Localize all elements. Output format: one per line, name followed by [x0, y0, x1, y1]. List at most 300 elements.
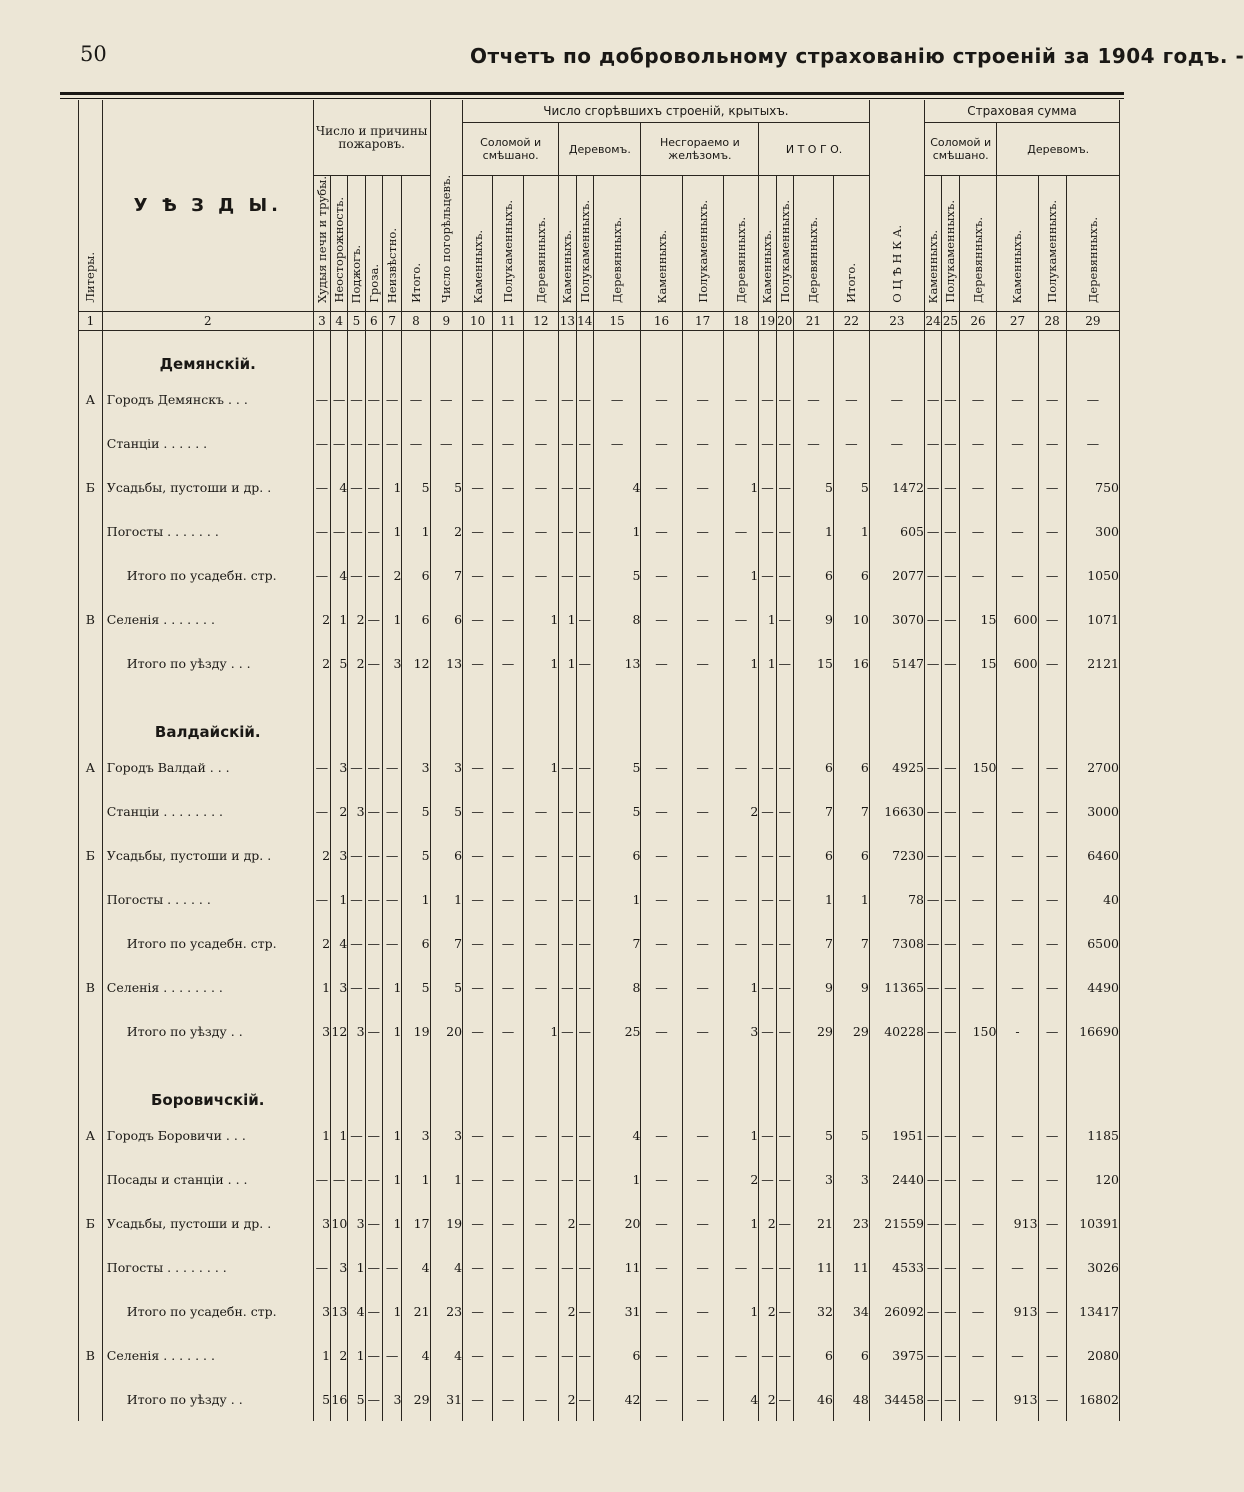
table-cell: — [959, 965, 997, 1009]
table-cell: — [776, 377, 793, 421]
table-cell: — [942, 745, 959, 789]
col-number: 26 [959, 312, 997, 331]
row-name: Усадьбы, пустоши и др. . [102, 1201, 313, 1245]
col-number: 17 [682, 312, 723, 331]
table-cell: — [759, 965, 776, 1009]
table-row [79, 789, 1120, 833]
sub-straw2-header: Соломой и смѣшано. [924, 123, 996, 176]
table-cell: 1050 [1066, 553, 1119, 597]
table-cell: — [365, 1377, 382, 1421]
table-cell: 5 [593, 553, 641, 597]
table-cell: — [924, 877, 941, 921]
table-cell: 1 [523, 745, 559, 789]
table-cell: 1 [382, 965, 401, 1009]
table-cell: 913 [997, 1377, 1038, 1421]
table-cell: — [997, 465, 1038, 509]
table-cell: — [924, 965, 941, 1009]
table-cell: — [924, 789, 941, 833]
table-cell: — [523, 1245, 559, 1289]
row-name: Селенія . . . . . . . [102, 597, 313, 641]
table-cell: — [776, 833, 793, 877]
table-cell: 23 [430, 1289, 462, 1333]
table-cell: — [313, 877, 330, 921]
col-insured-header: Полукаменныхъ. [1038, 176, 1066, 312]
row-name: Погосты . . . . . . . . [102, 1245, 313, 1289]
table-cell: — [576, 465, 593, 509]
table-cell: — [942, 921, 959, 965]
table-cell: — [869, 421, 924, 465]
table-cell: — [463, 641, 493, 685]
table-cell: 6500 [1066, 921, 1119, 965]
row-name: Станціи . . . . . . . . [102, 789, 313, 833]
table-cell: — [463, 1009, 493, 1053]
table-cell: — [382, 921, 401, 965]
col-number: 1 [79, 312, 103, 331]
table-cell: — [576, 641, 593, 685]
table-cell: — [959, 1377, 997, 1421]
row-litera: В [79, 1333, 103, 1377]
table-cell: — [463, 1333, 493, 1377]
table-cell: 3 [793, 1157, 833, 1201]
table-cell: — [776, 965, 793, 1009]
table-cell: — [776, 1333, 793, 1377]
table-cell: — [523, 789, 559, 833]
table-cell: 11365 [869, 965, 924, 1009]
table-cell: 7308 [869, 921, 924, 965]
table-cell: — [576, 1377, 593, 1421]
table-cell: — [682, 921, 723, 965]
table-cell: — [759, 789, 776, 833]
row-name: Погосты . . . . . . [102, 877, 313, 921]
col-uezdy-header: У Ѣ З Д Ы. [102, 100, 313, 312]
table-cell: — [463, 1289, 493, 1333]
table-cell: — [559, 921, 576, 965]
table-cell: — [942, 1157, 959, 1201]
table-cell: 6 [593, 1333, 641, 1377]
table-cell: — [523, 1201, 559, 1245]
table-cell: — [313, 377, 330, 421]
table-cell: — [382, 1245, 401, 1289]
table-cell: — [759, 1009, 776, 1053]
table-cell: — [576, 1333, 593, 1377]
section-header-row [79, 331, 1120, 378]
table-cell: — [924, 1377, 941, 1421]
table-cell: — [523, 921, 559, 965]
col-fires-header: Худыя печи и трубы. [313, 176, 330, 312]
col-number: 6 [365, 312, 382, 331]
table-cell: — [1038, 553, 1066, 597]
table-cell: — [463, 509, 493, 553]
table-cell: — [493, 1009, 523, 1053]
table-cell: — [463, 597, 493, 641]
table-cell: — [1038, 509, 1066, 553]
table-cell: 5 [430, 789, 462, 833]
table-cell: 5 [313, 1377, 330, 1421]
table-cell: — [463, 1377, 493, 1421]
table-cell: — [1038, 789, 1066, 833]
table-row [79, 1333, 1120, 1377]
table-cell: — [641, 597, 682, 641]
col-number: 28 [1038, 312, 1066, 331]
table-cell: — [559, 745, 576, 789]
col-number: 13 [559, 312, 576, 331]
table-cell: — [759, 553, 776, 597]
table-cell: 17 [402, 1201, 430, 1245]
table-cell: — [924, 833, 941, 877]
table-cell: — [759, 1157, 776, 1201]
table-cell: 2 [348, 641, 365, 685]
table-cell: 6 [833, 553, 869, 597]
table-cell: — [942, 965, 959, 1009]
table-cell: 34458 [869, 1377, 924, 1421]
row-litera [79, 1377, 103, 1421]
table-cell: 9 [833, 965, 869, 1009]
table-cell: — [576, 833, 593, 877]
table-cell: 2 [313, 641, 330, 685]
table-cell: — [365, 921, 382, 965]
table-cell: 3 [402, 1113, 430, 1157]
table-cell: 1 [402, 1157, 430, 1201]
table-cell: — [641, 1333, 682, 1377]
table-cell: — [493, 789, 523, 833]
table-cell: — [959, 921, 997, 965]
table-cell: — [942, 789, 959, 833]
table-cell: 6 [402, 553, 430, 597]
table-cell: 4 [402, 1245, 430, 1289]
table-cell: — [997, 421, 1038, 465]
row-name: Посады и станціи . . . [102, 1157, 313, 1201]
table-cell: 11 [833, 1245, 869, 1289]
table-cell: 1 [723, 965, 759, 1009]
section-title: Боровичскій. [102, 1067, 313, 1113]
table-cell: 13417 [1066, 1289, 1119, 1333]
table-cell: — [348, 553, 365, 597]
table-cell: — [576, 1289, 593, 1333]
table-cell: 2 [759, 1377, 776, 1421]
table-cell: — [776, 921, 793, 965]
col-burnt-header: Итого. [833, 176, 869, 312]
table-cell: 48 [833, 1377, 869, 1421]
row-litera: В [79, 597, 103, 641]
table-cell: 4 [331, 465, 348, 509]
table-cell: 12 [331, 1009, 348, 1053]
table-cell: — [365, 1201, 382, 1245]
table-cell: — [576, 789, 593, 833]
table-row [79, 1113, 1120, 1157]
table-cell: 1 [331, 597, 348, 641]
table-cell: 1 [313, 1333, 330, 1377]
row-name: Усадьбы, пустоши и др. . [102, 465, 313, 509]
table-cell: — [959, 1113, 997, 1157]
table-cell: — [759, 921, 776, 965]
table-cell: — [559, 1113, 576, 1157]
table-cell: 2 [559, 1289, 576, 1333]
table-cell: — [365, 421, 382, 465]
table-cell: 6 [793, 745, 833, 789]
table-cell: — [1038, 1289, 1066, 1333]
table-cell: — [641, 1157, 682, 1201]
table-cell: — [942, 1289, 959, 1333]
table-cell: — [365, 597, 382, 641]
table-cell: 1 [430, 1157, 462, 1201]
table-cell: — [463, 833, 493, 877]
row-name: Городъ Боровичи . . . [102, 1113, 313, 1157]
table-cell: — [1038, 1113, 1066, 1157]
table-cell: 1 [348, 1245, 365, 1289]
table-cell: 4 [430, 1333, 462, 1377]
table-cell: 3 [313, 1009, 330, 1053]
table-cell: — [641, 877, 682, 921]
table-cell: 2 [331, 1333, 348, 1377]
table-cell: — [523, 1377, 559, 1421]
table-cell: 1951 [869, 1113, 924, 1157]
table-cell: 2 [313, 921, 330, 965]
table-cell: 5 [402, 833, 430, 877]
table-cell: — [523, 1289, 559, 1333]
page-number: 50 [80, 42, 107, 66]
table-cell: — [493, 877, 523, 921]
table-cell: — [493, 597, 523, 641]
table-cell: — [759, 833, 776, 877]
table-cell: — [924, 553, 941, 597]
col-litera-header: Литеры. [79, 100, 103, 312]
table-cell: — [348, 965, 365, 1009]
table-cell: — [942, 509, 959, 553]
table-row [79, 965, 1120, 1009]
table-cell: — [641, 1009, 682, 1053]
table-cell: — [793, 421, 833, 465]
table-cell: — [776, 1157, 793, 1201]
table-row [79, 1377, 1120, 1421]
table-cell: — [682, 789, 723, 833]
table-cell: — [641, 1201, 682, 1245]
table-cell: — [997, 789, 1038, 833]
table-cell: — [997, 1157, 1038, 1201]
table-cell: 3000 [1066, 789, 1119, 833]
table-cell: 600 [997, 641, 1038, 685]
col-number: 15 [593, 312, 641, 331]
table-cell: — [682, 833, 723, 877]
table-cell: 6 [430, 597, 462, 641]
table-cell: — [682, 597, 723, 641]
row-litera: А [79, 1113, 103, 1157]
table-cell: — [641, 509, 682, 553]
table-cell: — [776, 509, 793, 553]
col-number: 18 [723, 312, 759, 331]
table-cell: — [559, 789, 576, 833]
table-cell: 1 [430, 877, 462, 921]
row-litera [79, 553, 103, 597]
table-cell: — [759, 465, 776, 509]
table-cell: 913 [997, 1289, 1038, 1333]
table-cell: — [682, 377, 723, 421]
table-cell: — [959, 421, 997, 465]
table-cell: — [1038, 1157, 1066, 1201]
table-cell: — [559, 833, 576, 877]
table-cell: — [682, 1289, 723, 1333]
table-cell: — [924, 509, 941, 553]
table-cell: 13 [593, 641, 641, 685]
table-cell: 21 [793, 1201, 833, 1245]
table-cell: 4 [331, 921, 348, 965]
table-cell: — [576, 553, 593, 597]
table-cell: 605 [869, 509, 924, 553]
table-cell: — [365, 745, 382, 789]
table-cell: — [576, 1245, 593, 1289]
table-cell: — [576, 921, 593, 965]
table-cell: 2 [723, 1157, 759, 1201]
table-cell: 21 [402, 1289, 430, 1333]
col-number: 7 [382, 312, 401, 331]
table-cell: 16630 [869, 789, 924, 833]
table-cell: — [493, 421, 523, 465]
table-cell: — [1066, 421, 1119, 465]
table-cell: 1 [723, 1201, 759, 1245]
group-burnt-header: Число сгорѣвшихъ строеній, крытыхъ. [463, 100, 870, 123]
header-rule [60, 92, 1124, 95]
table-cell: — [997, 1245, 1038, 1289]
table-cell: — [365, 509, 382, 553]
table-cell: — [682, 877, 723, 921]
table-cell: — [959, 509, 997, 553]
table-cell: — [348, 833, 365, 877]
table-cell: — [523, 1113, 559, 1157]
table-cell: 5 [430, 965, 462, 1009]
table-cell: — [1038, 465, 1066, 509]
table-cell: — [463, 553, 493, 597]
table-cell: — [997, 553, 1038, 597]
table-cell: — [759, 377, 776, 421]
table-cell: 5 [348, 1377, 365, 1421]
table-cell: — [682, 1333, 723, 1377]
table-cell: — [641, 833, 682, 877]
table-cell: — [576, 1009, 593, 1053]
row-litera: А [79, 745, 103, 789]
table-cell: 23 [833, 1201, 869, 1245]
section-header-row [79, 1067, 1120, 1113]
table-cell: — [833, 421, 869, 465]
col-burnt-header: Деревянныхъ. [723, 176, 759, 312]
row-litera [79, 509, 103, 553]
table-cell: — [463, 745, 493, 789]
row-name: Селенія . . . . . . . . [102, 965, 313, 1009]
table-cell: — [348, 1157, 365, 1201]
table-cell: 1 [382, 465, 401, 509]
row-name: Итого по уѣзду . . . [102, 641, 313, 685]
table-cell: 1 [559, 597, 576, 641]
table-cell: — [593, 421, 641, 465]
table-cell: — [723, 377, 759, 421]
table-cell: 29 [833, 1009, 869, 1053]
table-cell: — [1038, 1333, 1066, 1377]
table-cell: — [593, 377, 641, 421]
table-cell: — [493, 1157, 523, 1201]
table-cell: — [959, 377, 997, 421]
table-row [79, 509, 1120, 553]
row-name: Погосты . . . . . . . [102, 509, 313, 553]
table-cell: 6 [833, 745, 869, 789]
section-gap [79, 685, 1120, 699]
table-cell: — [365, 1333, 382, 1377]
table-cell: 7230 [869, 833, 924, 877]
table-cell: — [576, 965, 593, 1009]
table-cell: — [559, 553, 576, 597]
table-cell: — [942, 641, 959, 685]
section-header-row [79, 699, 1120, 745]
table-cell: 15 [793, 641, 833, 685]
table-cell: — [959, 465, 997, 509]
table-cell: — [523, 509, 559, 553]
table-cell: — [833, 377, 869, 421]
table-cell: 150 [959, 745, 997, 789]
table-row [79, 1245, 1120, 1289]
table-cell: 1 [382, 1201, 401, 1245]
table-cell: — [942, 1245, 959, 1289]
table-cell: 1 [523, 1009, 559, 1053]
table-cell: 2440 [869, 1157, 924, 1201]
table-cell: 10 [331, 1201, 348, 1245]
row-name: Усадьбы, пустоши и др. . [102, 833, 313, 877]
table-cell: — [402, 377, 430, 421]
table-cell: — [759, 1113, 776, 1157]
table-cell: 913 [997, 1201, 1038, 1245]
table-cell: — [523, 965, 559, 1009]
col-burnt-header: Деревянныхъ. [793, 176, 833, 312]
col-number: 27 [997, 312, 1038, 331]
table-cell: — [942, 1333, 959, 1377]
table-cell: — [313, 509, 330, 553]
table-cell: — [365, 965, 382, 1009]
insurance-table [78, 100, 1120, 1421]
col-burnt-header: Каменныхъ. [463, 176, 493, 312]
table-cell: — [959, 789, 997, 833]
table-cell: 6 [833, 1333, 869, 1377]
table-cell: 7 [793, 789, 833, 833]
table-cell: — [576, 377, 593, 421]
table-cell: — [924, 921, 941, 965]
table-cell: — [959, 877, 997, 921]
table-cell: 2 [430, 509, 462, 553]
table-cell: — [576, 877, 593, 921]
table-cell: — [776, 789, 793, 833]
table-cell: 3 [723, 1009, 759, 1053]
table-cell: — [759, 509, 776, 553]
table-cell: 5 [593, 745, 641, 789]
table-cell: 4533 [869, 1245, 924, 1289]
table-row [79, 465, 1120, 509]
table-cell: 8 [593, 965, 641, 1009]
table-cell: — [1038, 377, 1066, 421]
table-cell: — [641, 377, 682, 421]
table-cell: 150 [959, 1009, 997, 1053]
table-cell: 120 [1066, 1157, 1119, 1201]
table-cell: — [942, 877, 959, 921]
table-cell: 2077 [869, 553, 924, 597]
table-cell: 5 [402, 789, 430, 833]
table-cell: 26092 [869, 1289, 924, 1333]
row-litera: Б [79, 1201, 103, 1245]
table-cell: 1 [382, 1113, 401, 1157]
col-insured-header: Каменныхъ. [924, 176, 941, 312]
table-cell: 2 [759, 1289, 776, 1333]
table-cell: — [576, 745, 593, 789]
col-burnt-header: Деревянныхъ. [523, 176, 559, 312]
table-row [79, 1201, 1120, 1245]
table-cell: 1 [723, 641, 759, 685]
table-cell: — [641, 421, 682, 465]
table-cell: 7 [793, 921, 833, 965]
table-cell: — [776, 1245, 793, 1289]
